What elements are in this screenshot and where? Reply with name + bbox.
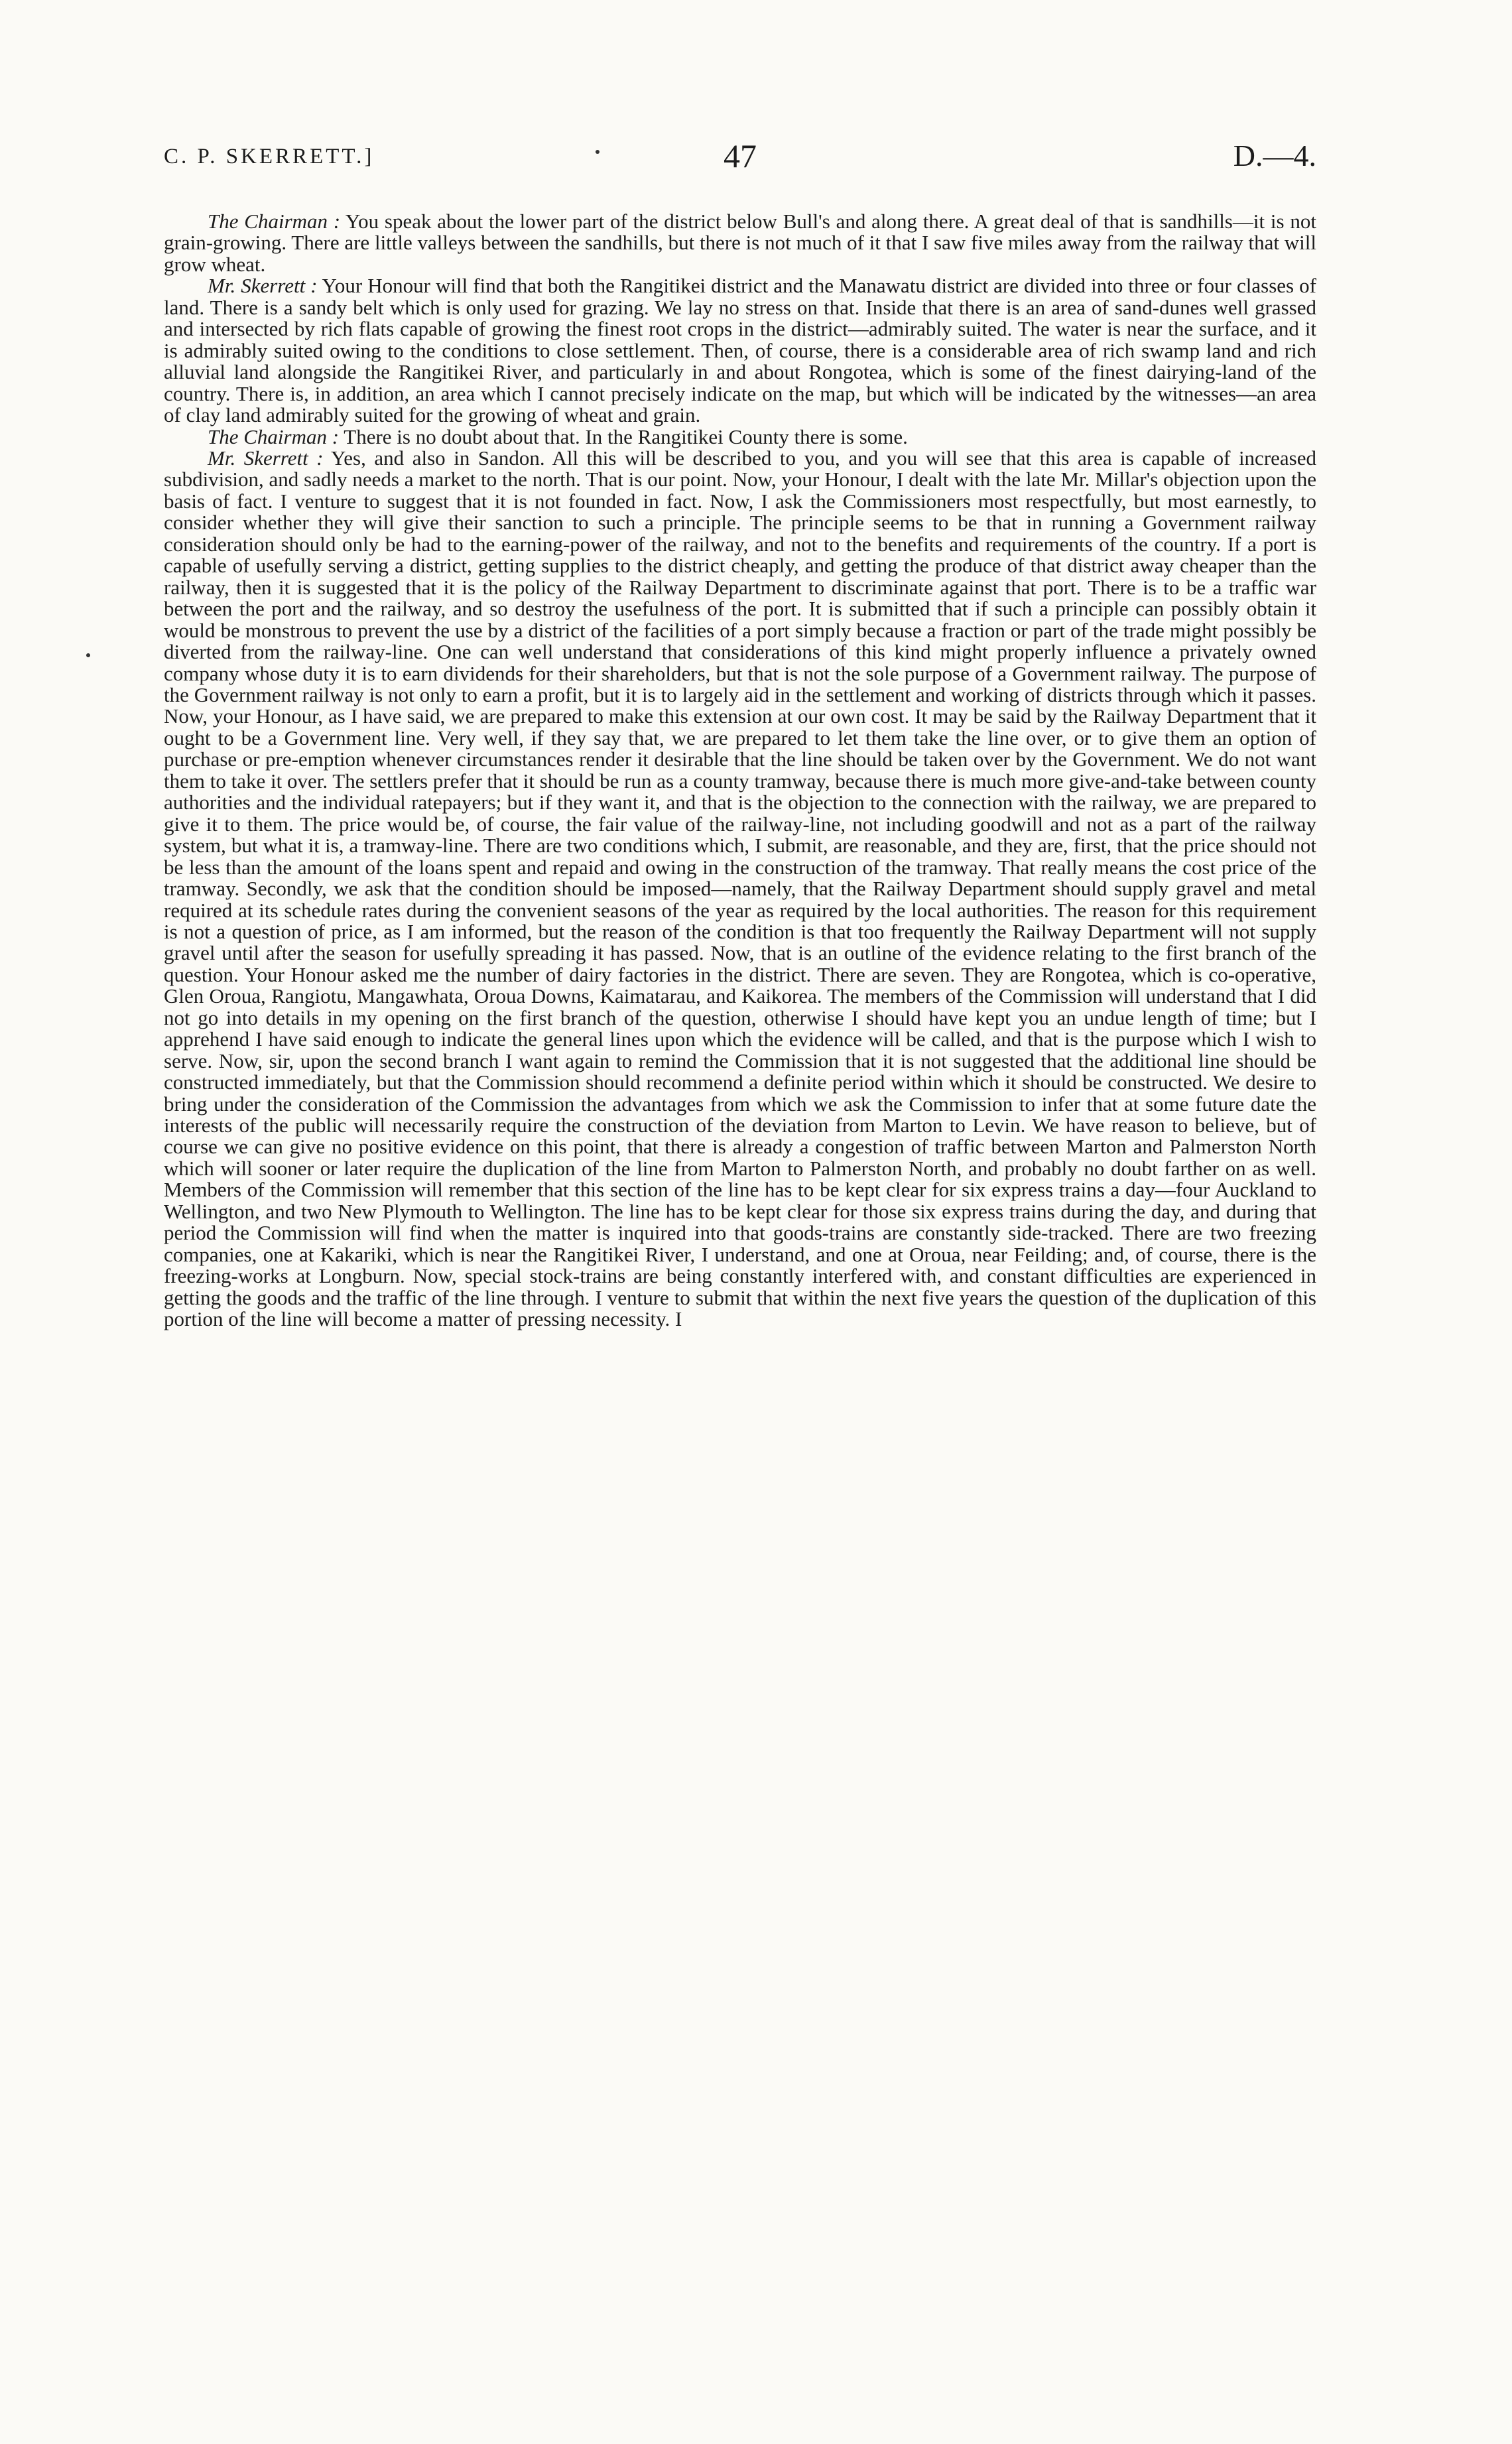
header-witness-name: C. P. SKERRETT.] bbox=[164, 145, 375, 168]
paragraph bbox=[164, 426, 1316, 448]
speaker-label: The Chairman : bbox=[208, 210, 341, 233]
paragraph bbox=[164, 275, 1316, 426]
document-reference: D.—4. bbox=[1233, 139, 1316, 172]
speaker-label: Mr. Skerrett : bbox=[208, 446, 324, 470]
paragraph bbox=[164, 211, 1316, 275]
speaker-label: The Chairman : bbox=[208, 424, 340, 448]
paragraph-text: There is no doubt about that. In the Rangitikei County there is some. bbox=[339, 424, 908, 448]
paragraph bbox=[164, 448, 1316, 1330]
page-header bbox=[164, 137, 1316, 180]
stray-mark bbox=[86, 653, 90, 657]
page-number: 47 bbox=[724, 137, 757, 174]
paragraph-text: Your Honour will find that both the Rangitikei district and the Manawatu district are divided into three or four classes of land. There is a sandy belt which is only used for grazing. We lay no stress on that. Inside that there is an area of sand-dunes well grassed and intersected by rich flats capable of growing the finest root crops in the district—admirably suited. The water is near the surface, and it is admirably suited owing to the conditions to close settlement. Then, of course, there is a considerable area of rich swamp land and rich alluvial land alongside the Rangitikei River, and particularly in and about Rongotea, which is some of the finest dairying-land of the country. There is, in addition, an area which I cannot precisely indicate on the map, but which will be indicated by the witnesses—an area of clay land admirably suited for the growing of wheat and grain. bbox=[164, 274, 1316, 427]
paragraph-text: Yes, and also in Sandon. All this will be described to you, and you will see that this area is capable of increased subdivision, and sadly needs a market to the north. That is our point. Now, your Honour, I dealt with the late Mr. Millar's objection upon the basis of fact. I venture to suggest that it is not founded in fact. Now, I ask the Commissioners most respectfully, but most earnestly, to consider whether they will give their sanction to such a principle. The principle seems to be that in running a Government railway consideration should only be had to the earning-power of the railway, and not to the benefits and requirements of the country. If a port is capable of usefully serving a district, getting supplies to the district cheaply, and getting the produce of that district away cheaper than the railway, then it is suggested that it is the policy of the Railway Department to discriminate against that port. There is to be a traffic war between the port and the railway, and so destroy the usefulness of the port. It is submitted that if such a principle can possibly obtain it would be monstrous to prevent the use by a district of the facilities of a port simply because a fraction or part of the trade might possibly be diverted from the railway-line. One can well understand that considerations of this kind might properly influence a privately owned company whose duty it is to earn dividends for their shareholders, but that is not the sole purpose of a Government railway. The purpose of the Government railway is not only to earn a profit, but it is to largely aid in the settlement and working of districts through which it passes. Now, your Honour, as I have said, we are prepared to make this extension at our own cost. It may be said by the Railway Department that it ought to be a Government line. Very well, if they say that, we are prepared to let them take the line over, or to give them an option of purchase or pre-emption whenever circumstances render it desirable that the line should be taken over by the Government. We do not want them to take it over. The settlers prefer that it should be run as a county tramway, because there is much more give-and-take between county authorities and the individual ratepayers; but if they want it, and that is the objection to the connection with the railway, we are prepared to give it to them. The price would be, of course, the fair value of the railway-line, not including goodwill and not as a part of the railway system, but what it is, a tramway-line. There are two conditions which, I submit, are reasonable, and they are, first, that the price should not be less than the amount of the loans spent and repaid and owing in the construction of the tramway. That really means the cost price of the tramway. Secondly, we ask that the condition should be imposed—namely, that the Railway Department should supply gravel and metal required at its schedule rates during the convenient seasons of the year as required by the local authorities. The reason for this requirement is not a question of price, as I am informed, but the reason of the condition is that too frequently the Railway Department will not supply gravel until after the season for usefully spreading it has passed. Now, that is an outline of the evidence relating to the first branch of the question. Your Honour asked me the number of dairy factories in the district. There are seven. They are Rongotea, which is co-operative, Glen Oroua, Rangiotu, Mangawhata, Oroua Downs, Kaimatarau, and Kaikorea. The members of the Commission will understand that I did not go into details in my opening on the first branch of the question, otherwise I should have kept you an undue length of time; but I apprehend I have said enough to indicate the general lines upon which the evidence will be called, and that is the purpose which I wish to serve. Now, sir, upon the second branch I want again to remind the Commission that it is not suggested that the additional line should be constructed immediately, but that the Commission should recommend a definite period within which it should be constructed. We desire to bring under the consideration of the Commission the advantages from which we ask the Commission to infer that at some future date the interests of the public will necessarily require the construction of the deviation from Marton to Levin. We have reason to believe, but of course we can give no positive evidence on this point, that there is already a congestion of traffic between Marton and Palmerston North which will sooner or later require the duplication of the line from Marton to Palmerston North, and probably no doubt farther on as well. Members of the Commission will remember that this section of the line has to be kept clear for six express trains a day—four Auckland to Wellington, and two New Plymouth to Wellington. The line has to be kept clear for those six express trains during the day, and during that period the Commission will find when the matter is inquired into that goods-trains are constantly side-tracked. There are two freezing companies, one at Kakariki, which is near the Rangitikei River, I understand, and one at Oroua, near Feilding; and, of course, there is the freezing-works at Longburn. Now, special stock-trains are being constantly interfered with, and constant difficulties are experienced in getting the goods and the traffic of the line through. I venture to submit that within the next five years the question of the duplication of this portion of the line will become a matter of pressing necessity. I bbox=[164, 446, 1316, 1331]
stray-mark bbox=[596, 150, 599, 154]
document-body bbox=[164, 211, 1316, 1330]
speaker-label: Mr. Skerrett : bbox=[208, 274, 318, 298]
paragraph-text: You speak about the lower part of the district below Bull's and along there. A great deal of that is sandhills—it is not grain-growing. There are little valleys between the sandhills, but there is not much of it that I saw five miles away from the railway that will grow wheat. bbox=[164, 210, 1316, 276]
